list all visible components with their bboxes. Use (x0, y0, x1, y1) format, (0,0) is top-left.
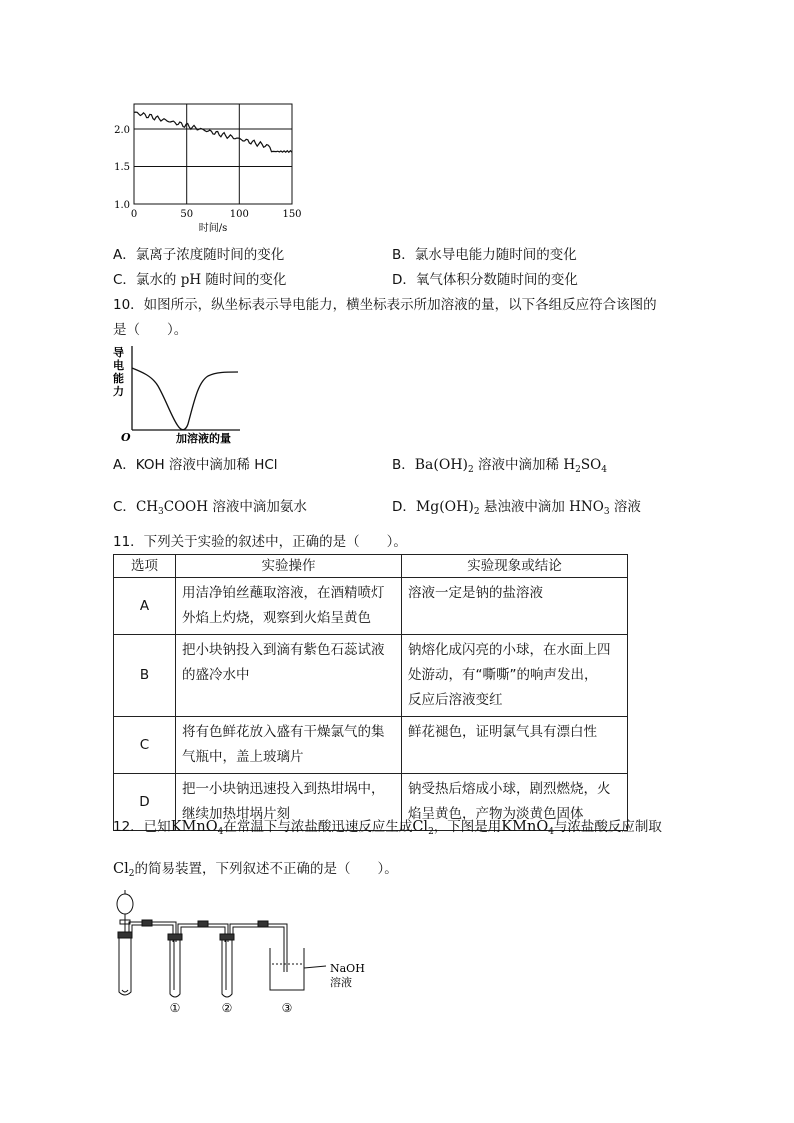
option-cell: C (114, 717, 176, 774)
y-axis-label-char: 力 (113, 385, 124, 398)
operation-cell: 把一小块钠迅速投入到热坩埚中， 继续加热坩埚片刻 (176, 774, 402, 831)
funnel-bulb (117, 894, 133, 914)
q10-option-d: D．$Mg(OH)_2$ 悬浊液中滴加 $HNO_3$ 溶液 (392, 499, 641, 517)
tube-label-1: ① (169, 1001, 181, 1015)
result-cell: 溶液一定是钠的盐溶液 (402, 578, 628, 635)
y-axis-label-char: 导 (113, 346, 124, 359)
q9-option-d: D．氧气体积分数随时间的变化 (392, 272, 578, 288)
xtick: 100 (229, 209, 249, 220)
stopper (168, 934, 182, 940)
option-cell: B (114, 635, 176, 717)
table-header-row (114, 555, 628, 578)
xtick: 150 (282, 209, 302, 220)
column-header: 选项 (114, 555, 176, 578)
hose-connector (142, 920, 152, 926)
column-header: 实验操作 (176, 555, 402, 578)
wash-tube-1 (170, 940, 180, 997)
q10-stem-line1: 10．如图所示，纵坐标表示导电能力，横坐标表示所加溶液的量，以下各组反应符合该图的 (113, 297, 657, 313)
hose-connector (258, 921, 268, 927)
result-cell: 钠受热后熔成小球，剧烈燃烧，火 焰呈黄色，产物为淡黄色固体 (402, 774, 628, 831)
result-cell: 鲜花褪色，证明氯气具有漂白性 (402, 717, 628, 774)
q10-option-a: A．KOH 溶液中滴加稀 HCl (113, 457, 278, 473)
q10-stem-line2: 是（ ）。 (113, 322, 188, 338)
y-axis-label-char: 电 (113, 359, 124, 372)
ytick: 2.0 (114, 125, 130, 136)
beaker-label-3: ③ (281, 1001, 293, 1015)
xtick: 50 (180, 209, 194, 220)
y-axis-label-char: 能 (113, 372, 124, 385)
operation-cell: 把小块钠投入到滴有紫色石蕊试液 的盛冷水中 (176, 635, 402, 717)
conductivity-curve (132, 368, 238, 430)
option-cell: D (114, 774, 176, 831)
stopper (118, 932, 132, 938)
result-cell: 钠熔化成闪亮的小球，在水面上四 处游动，有“嘶嘶”的响声发出， 反应后溶液变红 (402, 635, 628, 717)
ytick: 1.0 (114, 200, 130, 211)
wash-tube-2 (222, 940, 232, 997)
q12-stem-line1: 12．已知KMnO$_4$在常温下与浓盐酸迅速反应生成$Cl_2$，下图是用KMnO$_4$与浓盐酸反应制取 (113, 819, 662, 837)
x-axis-label: 加溶液的量 (176, 432, 231, 445)
chart-frame (134, 104, 292, 204)
stopper (220, 934, 234, 940)
naoh-label: NaOH (330, 962, 365, 975)
table-row (114, 635, 628, 717)
reaction-tube (119, 938, 131, 995)
solution-label: 溶液 (330, 976, 352, 989)
origin-label: O (121, 431, 131, 444)
apparatus-diagram (112, 890, 372, 1015)
data-curve (134, 112, 292, 152)
operation-cell: 将有色鲜花放入盛有干燥氯气的集 气瓶中，盖上玻璃片 (176, 717, 402, 774)
table-row (114, 578, 628, 635)
q11-stem: 11．下列关于实验的叙述中，正确的是（ ）。 (113, 534, 407, 550)
q9-option-b: B．氯水导电能力随时间的变化 (392, 247, 577, 263)
operation-cell: 用洁净铂丝蘸取溶液，在酒精喷灯 外焰上灼烧，观察到火焰呈黄色 (176, 578, 402, 635)
column-header: 实验现象或结论 (402, 555, 628, 578)
ytick: 1.5 (114, 162, 130, 173)
x-axis-label: 时间/s (198, 223, 228, 234)
hose-connector (198, 921, 208, 927)
xtick: 0 (130, 209, 138, 220)
chlorine-water-chart (110, 100, 310, 240)
tube-label-2: ② (221, 1001, 233, 1015)
q10-option-c: C．$CH_3COOH$ 溶液中滴加氨水 (113, 499, 307, 517)
experiment-table (113, 554, 628, 831)
q10-option-b: B．$Ba(OH)_2$ 溶液中滴加稀 $H_2SO_4$ (392, 457, 607, 475)
q9-option-c: C．氯水的 pH 随时间的变化 (113, 272, 287, 288)
conductivity-chart (112, 342, 252, 446)
option-cell: A (114, 578, 176, 635)
table-row (114, 717, 628, 774)
q9-option-a: A．氯离子浓度随时间的变化 (113, 247, 285, 263)
q12-stem-line2: $Cl_2$的简易装置，下列叙述不正确的是（ ）。 (113, 861, 398, 879)
